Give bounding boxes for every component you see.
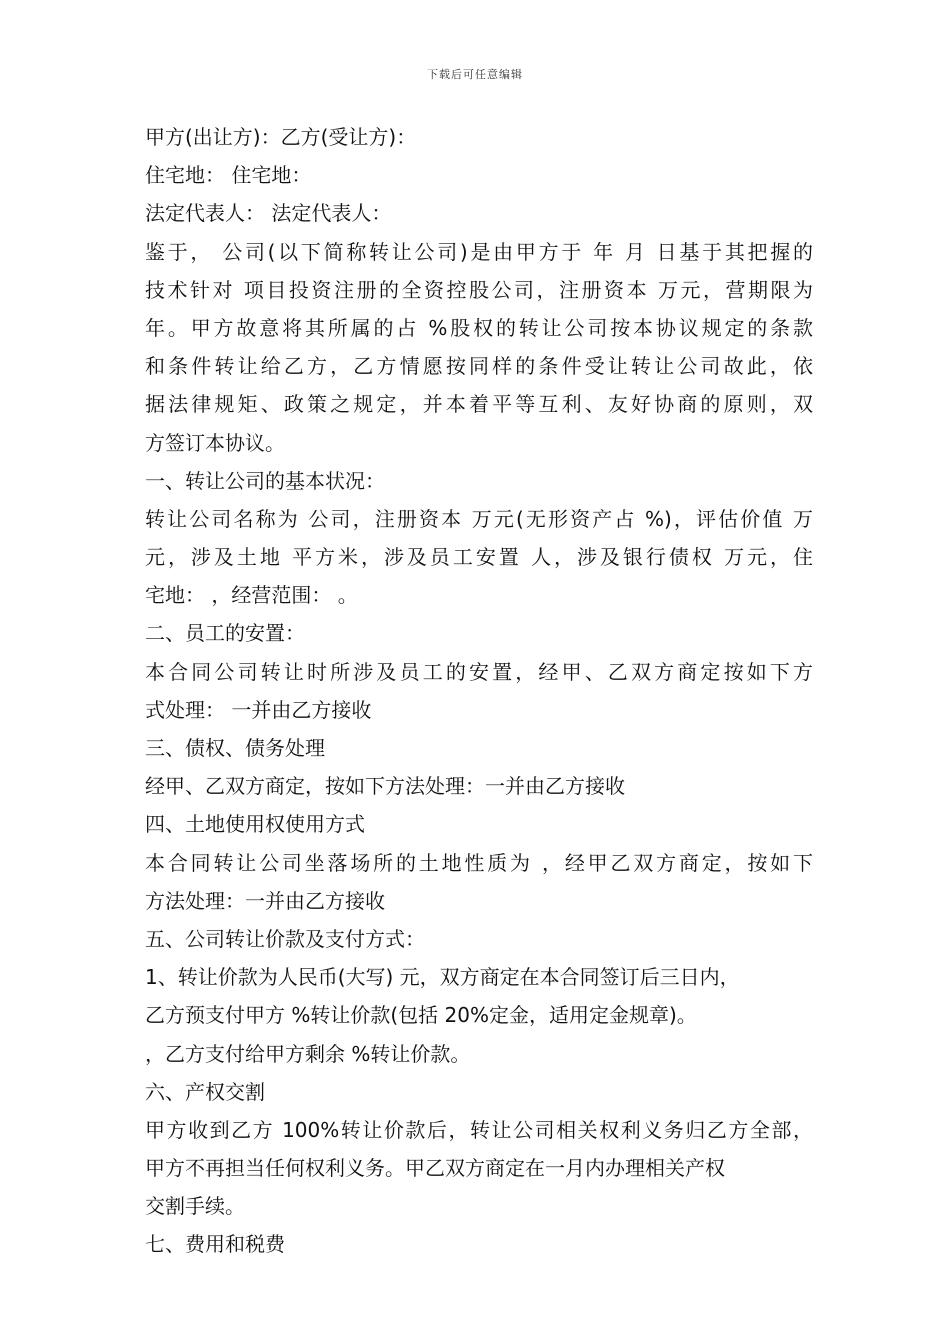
document-line: 六、产权交割 xyxy=(145,1079,265,1104)
document-line: 七、费用和税费 xyxy=(145,1232,285,1257)
document-line: 技术针对 项目投资注册的全资控股公司，注册资本 万元，营期限为 xyxy=(145,277,813,302)
document-line: 甲方不再担当任何权利义务。甲乙双方商定在一月内办理相关产权 xyxy=(145,1156,725,1181)
document-line: 转让公司名称为 公司，注册资本 万元(无形资产占 %)，评估价值 万 xyxy=(145,506,813,531)
document-line: 鉴于， 公司(以下简称转让公司)是由甲方于 年 月 日基于其把握的 xyxy=(145,239,813,264)
document-line: 住宅地： 住宅地： xyxy=(145,163,312,188)
document-line: 宅地： ，经营范围： 。 xyxy=(145,583,358,608)
document-line: 二、员工的安置： xyxy=(145,621,305,646)
page-header-note: 下载后可任意编辑 xyxy=(427,68,523,81)
document-line: 式处理： 一并由乙方接收 xyxy=(145,697,372,722)
document-line: 方法处理：一并由乙方接收 xyxy=(145,888,385,913)
document-line: 一、转让公司的基本状况： xyxy=(145,468,385,493)
document-line: 法定代表人： 法定代表人： xyxy=(145,201,392,226)
document-line: ，乙方支付给甲方剩余 %转让价款。 xyxy=(145,1041,471,1066)
document-line: 方签订本协议。 xyxy=(145,430,285,455)
document-line: 三、债权、债务处理 xyxy=(145,736,325,760)
document-line: 本合同转让公司坐落场所的土地性质为 ，经甲乙双方商定，按如下 xyxy=(145,850,813,875)
document-line: 五、公司转让价款及支付方式： xyxy=(145,926,425,951)
document-line: 乙方预支付甲方 %转让价款(包括 20%定金，适用定金规章)。 xyxy=(145,1003,697,1028)
document-line: 经甲、乙双方商定，按如下方法处理：一并由乙方接收 xyxy=(145,774,625,799)
document-line: 元，涉及土地 平方米，涉及员工安置 人，涉及银行债权 万元，住 xyxy=(145,545,813,570)
document-line: 甲方收到乙方 100%转让价款后，转让公司相关权利义务归乙方全部， xyxy=(145,1117,813,1142)
document-line: 和条件转让给乙方，乙方情愿按同样的条件受让转让公司故此，依 xyxy=(145,354,813,379)
document-line: 甲方(出让方)：乙方(受让方)： xyxy=(145,125,417,149)
document-line: 据法律规矩、政策之规定，并本着平等互利、友好协商的原则，双 xyxy=(145,392,813,417)
document-line: 年。甲方故意将其所属的占 %股权的转让公司按本协议规定的条款 xyxy=(145,315,813,340)
document-body xyxy=(145,118,813,1264)
document-line: 本合同公司转让时所涉及员工的安置，经甲、乙双方商定按如下方 xyxy=(145,659,813,684)
document-line: 1、转让价款为人民币(大写) 元，双方商定在本合同签订后三日内， xyxy=(145,965,740,990)
document-line: 四、土地使用权使用方式 xyxy=(145,812,365,837)
document-line: 交割手续。 xyxy=(145,1194,245,1219)
